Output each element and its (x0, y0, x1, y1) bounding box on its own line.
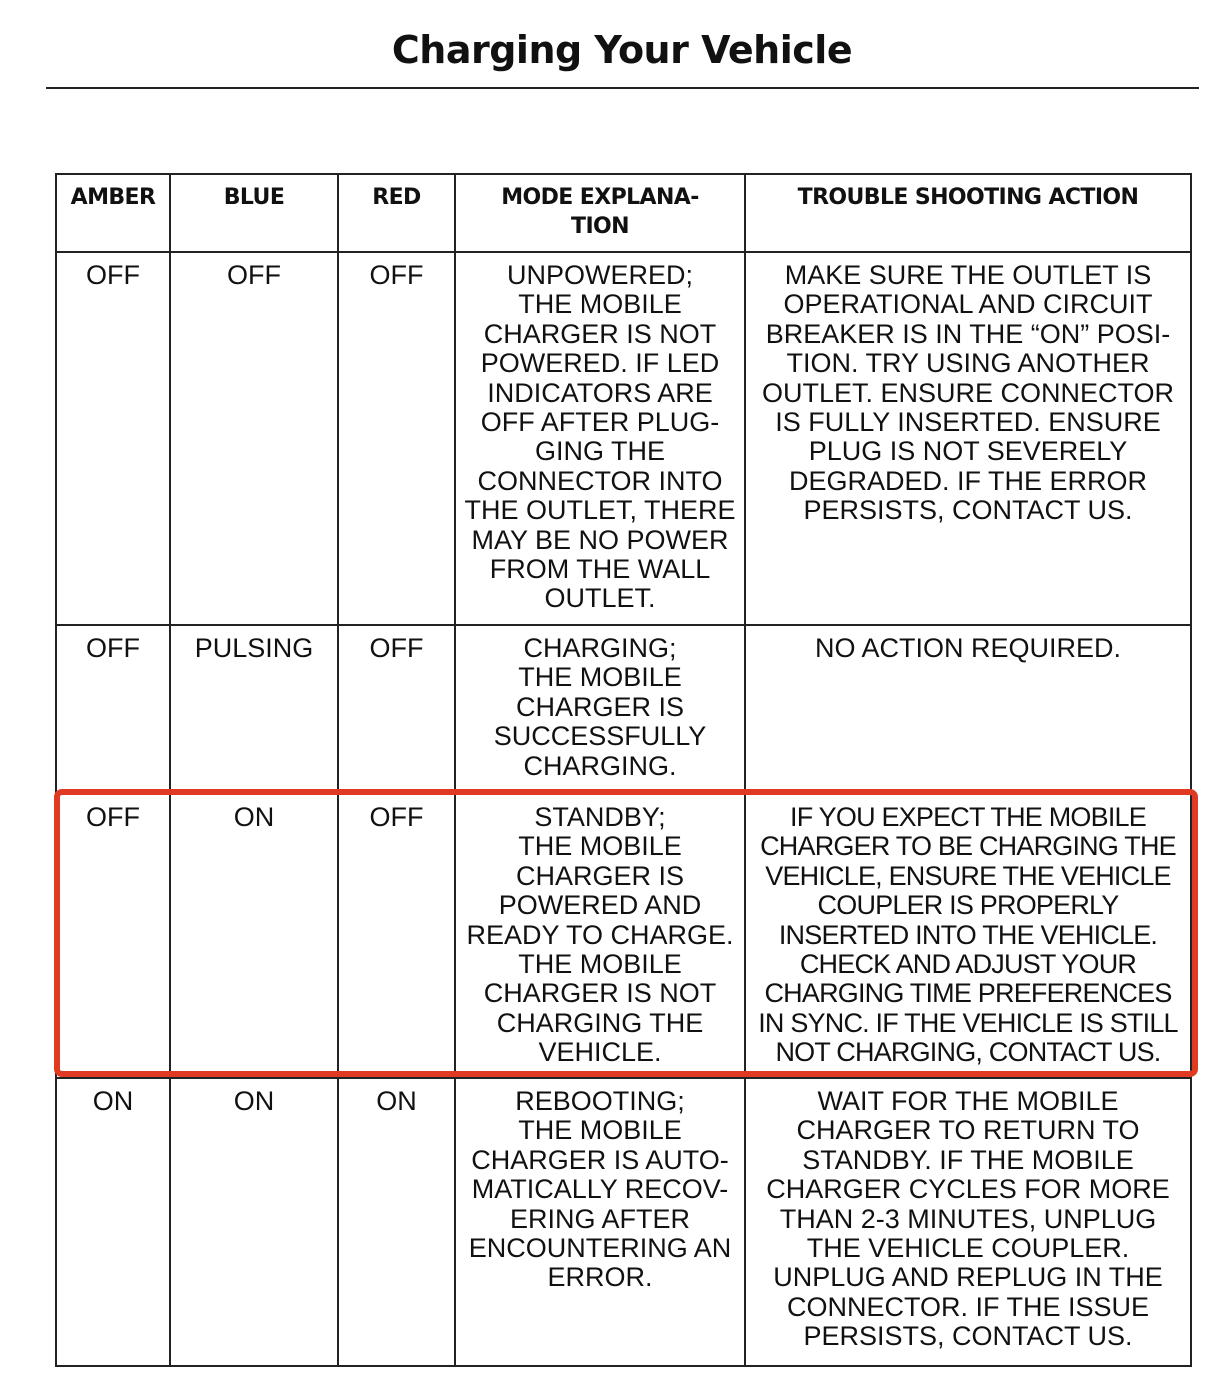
text-line: CHARGER IS AUTO- (471, 1144, 729, 1175)
text-line: THE MOBILE (518, 1115, 682, 1146)
text-line: IN SYNC. IF THE VEHICLE IS STILL (758, 1007, 1178, 1038)
table-row-unpowered (56, 252, 1191, 625)
text-line: INSERTED INTO THE VEHICLE. (778, 919, 1158, 950)
cell-red: OFF (338, 252, 455, 625)
text-line: CHARGER IS NOT (483, 318, 717, 349)
cell-mode-explanation (455, 625, 745, 794)
cell-blue: ON (170, 794, 338, 1078)
text-line: UNPOWERED; (506, 260, 693, 290)
text-line: VEHICLE. (538, 1037, 662, 1068)
text-line: UNPLUG AND REPLUG IN THE (773, 1262, 1163, 1293)
cell-mode-explanation (455, 794, 745, 1078)
text-line: CHARGING. (523, 750, 677, 781)
text-line: CHECK AND ADJUST YOUR (799, 949, 1137, 980)
cell-blue: PULSING (170, 625, 338, 794)
text-line: POWERED. IF LED (480, 348, 720, 379)
text-line: CHARGER TO RETURN TO (796, 1115, 1140, 1146)
text-line: MODE EXPLANA- (501, 185, 699, 210)
text-line: NOT CHARGING, CONTACT US. (775, 1037, 1161, 1068)
cell-red: OFF (338, 794, 455, 1078)
text-line: THE VEHICLE COUPLER. (806, 1233, 1130, 1264)
text-line: CONNECTOR. IF THE ISSUE (786, 1291, 1150, 1322)
header-trouble-shooting-action: TROUBLE SHOOTING ACTION (745, 174, 1191, 252)
text-line: THAN 2-3 MINUTES, UNPLUG (779, 1203, 1157, 1234)
cell-amber: OFF (56, 794, 170, 1078)
cell-blue: ON (170, 1078, 338, 1366)
text-line: COUPLER IS PROPERLY (817, 890, 1119, 921)
text-line: IF YOU EXPECT THE MOBILE (790, 802, 1146, 832)
text-line: ERROR. (547, 1262, 653, 1293)
cell-red: OFF (338, 625, 455, 794)
header-red: RED (338, 174, 455, 252)
cell-trouble-shooting-action (745, 625, 1191, 794)
cell-amber: OFF (56, 625, 170, 794)
text-line: REBOOTING; (515, 1086, 685, 1116)
cell-mode-explanation (455, 1078, 745, 1366)
text-line: STANDBY. IF THE MOBILE (802, 1144, 1134, 1175)
text-line: PLUG IS NOT SEVERELY (808, 436, 1128, 467)
text-line: MAY BE NO POWER (471, 524, 729, 555)
cell-mode-explanation (455, 252, 745, 625)
text-line: THE OUTLET, THERE (464, 495, 736, 526)
table-row-rebooting (56, 1078, 1191, 1366)
text-line: CHARGING THE (496, 1007, 704, 1038)
text-line: PERSISTS, CONTACT US. (803, 1321, 1133, 1352)
text-line: CHARGER IS NOT (483, 978, 717, 1009)
cell-amber: ON (56, 1078, 170, 1366)
text-line: CHARGER TO BE CHARGING THE (760, 831, 1176, 862)
text-line: OFF AFTER PLUG- (480, 407, 720, 438)
header-blue: BLUE (170, 174, 338, 252)
table-row-standby (56, 794, 1191, 1078)
text-line: OPERATIONAL AND CIRCUIT (783, 289, 1153, 320)
text-line: ENCOUNTERING AN (468, 1233, 732, 1264)
text-line: SUCCESSFULLY (493, 721, 707, 752)
text-line: DEGRADED. IF THE ERROR (788, 465, 1148, 496)
text-line: THE MOBILE (518, 289, 682, 320)
cell-amber: OFF (56, 252, 170, 625)
text-line: CHARGER CYCLES FOR MORE (766, 1174, 1170, 1205)
text-line: POWERED AND (498, 890, 702, 921)
cell-trouble-shooting-action (745, 1078, 1191, 1366)
cell-blue: OFF (170, 252, 338, 625)
text-line: NO ACTION REQUIRED. (814, 633, 1122, 663)
cell-trouble-shooting-action (745, 252, 1191, 625)
cell-trouble-shooting-action (745, 794, 1191, 1078)
text-line: READY TO CHARGE. (466, 919, 734, 950)
text-line: THE MOBILE (518, 831, 682, 862)
text-line: VEHICLE, ENSURE THE VEHICLE (765, 860, 1171, 891)
text-line: ERING AFTER (509, 1203, 691, 1234)
text-line: STANDBY; (534, 802, 666, 832)
text-line: INDICATORS ARE (487, 377, 713, 408)
text-line: IS FULLY INSERTED. ENSURE (775, 407, 1161, 438)
header-mode-explanation (455, 174, 745, 252)
text-line: PERSISTS, CONTACT US. (803, 495, 1133, 526)
text-line: CONNECTOR INTO (477, 465, 723, 496)
text-line: TION. TRY USING ANOTHER (786, 348, 1150, 379)
text-line: GING THE (534, 436, 666, 467)
text-line: OUTLET. ENSURE CONNECTOR (761, 377, 1175, 408)
header-amber: AMBER (56, 174, 170, 252)
text-line: CHARGING TIME PREFERENCES (764, 978, 1172, 1009)
led-status-table (55, 173, 1192, 1367)
title-divider (46, 87, 1199, 89)
table-row-charging (56, 625, 1191, 794)
cell-red: ON (338, 1078, 455, 1366)
text-line: MAKE SURE THE OUTLET IS (784, 260, 1152, 290)
page-title: Charging Your Vehicle (391, 28, 853, 72)
table-header-row (56, 174, 1191, 252)
text-line: THE MOBILE (518, 949, 682, 980)
text-line: OUTLET. (544, 583, 656, 614)
text-line: BREAKER IS IN THE “ON” POSI- (765, 318, 1171, 349)
text-line: MATICALLY RECOV- (471, 1174, 729, 1205)
text-line: CHARGER IS (515, 860, 685, 891)
text-line: THE MOBILE (518, 662, 682, 693)
text-line: CHARGER IS (515, 691, 685, 722)
text-line: FROM THE WALL (489, 554, 711, 585)
text-line: WAIT FOR THE MOBILE (817, 1086, 1119, 1116)
text-line: CHARGING; (523, 633, 677, 663)
text-line: TION (571, 214, 629, 239)
